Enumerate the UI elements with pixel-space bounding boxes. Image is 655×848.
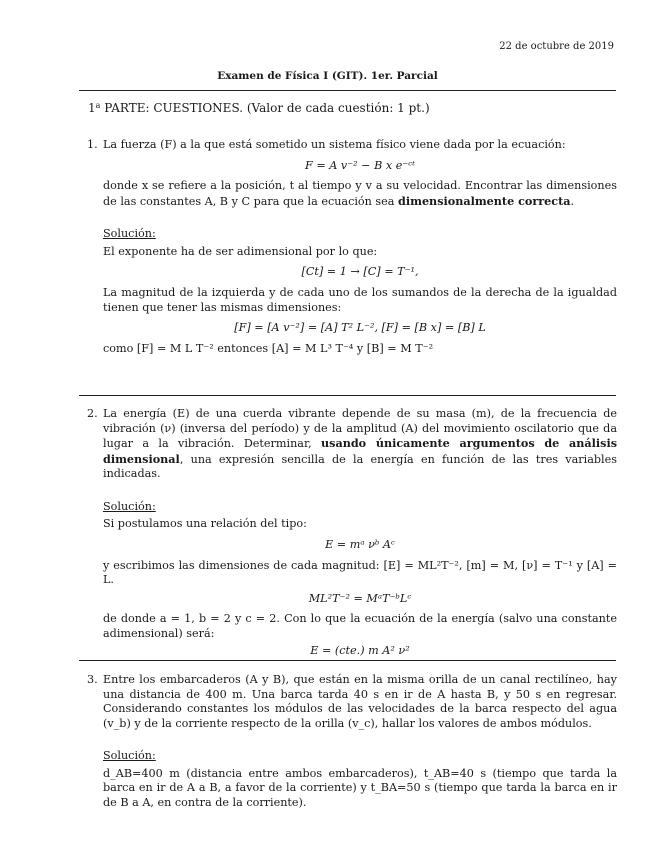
statement-text: La energía (E) de una cuerda vibrante depende de su masa (m), de la frecuencia de vibración (ν) (inversa del período) y de la amplitud (A) del movimiento oscilatorio que da lugar a la vibración. Determinar,	[103, 407, 617, 451]
question-equation: F = A v⁻² − B x e⁻ᶜᵗ	[305, 158, 415, 172]
solution-equation: E = mᵃ νᵇ Aᶜ	[325, 537, 395, 551]
solution-equation: ML²T⁻² = MᵃT⁻ᵇLᶜ	[308, 591, 412, 605]
solution-text: como [F] = M L T⁻² entonces [A] = M L³ T⁻⁴ y [B] = M T⁻²	[103, 341, 434, 355]
statement-end: , una expresión sencilla de la energía en función de las tres variables indicadas.	[103, 452, 617, 481]
part-heading	[88, 101, 430, 117]
exam-date: 22 de octubre de 2019	[499, 41, 614, 52]
part-heading-number: 1	[88, 101, 96, 115]
question-number: 2.	[87, 407, 98, 420]
question-3	[87, 673, 617, 811]
question-statement-continued	[103, 179, 617, 209]
solution-equation: E = (cte.) m A² ν²	[310, 644, 410, 658]
solution-label: Solución:	[103, 227, 156, 241]
question-number: 3.	[87, 673, 98, 686]
solution-text: La magnitud de la izquierda y de cada uno de los sumandos de la derecha de la igualdad tienen que tener las mismas dimensiones:	[103, 285, 617, 314]
question-statement: Entre los embarcaderos (A y B), que están en la misma orilla de un canal rectilíneo, hay una distancia de 400 m. Una barca tarda 40 s en ir de A hasta B, y 50 s en regresar. Considerando constantes los módulos de las velocidades de la barca respecto del agua (v_b) y de la corriente respecto de la orilla (v_c), hallar los valores de ambos módulos.	[103, 673, 617, 730]
solution-text: El exponente ha de ser adimensional por lo que:	[103, 244, 378, 258]
statement-emphasis: usando únicamente argumentos de análisis dimensional	[103, 436, 617, 466]
question-statement: La fuerza (F) a la que está sometido un sistema físico viene dada por la ecuación:	[103, 138, 566, 151]
question-divider	[79, 395, 616, 396]
question-2	[87, 407, 617, 659]
solution-text: d_AB=400 m (distancia entre ambos embarcaderos), t_AB=40 s (tiempo que tarda la barca en ir de A a B, a favor de la corriente) y t_BA=50 s (tiempo que tarda la barca en ir de B a A, en contra de la corriente).	[103, 766, 617, 809]
part-heading-ordinal: a	[95, 101, 101, 110]
question-divider	[79, 660, 616, 661]
solution-text: Si postulamos una relación del tipo:	[103, 517, 307, 531]
part-heading-text: PARTE: CUESTIONES. (Valor de cada cuestión: 1 pt.)	[100, 101, 430, 115]
title-rule	[79, 90, 616, 91]
statement-end: .	[570, 194, 575, 208]
exam-title: Examen de Física I (GIT). 1er. Parcial	[217, 70, 438, 82]
solution-label: Solución:	[103, 749, 156, 763]
solution-equation: [F] = [A v⁻²] = [A] T² L⁻², [F] = [B x] = [B] L	[234, 321, 486, 335]
question-number: 1.	[87, 138, 98, 151]
solution-text: de donde a = 1, b = 2 y c = 2. Con lo que la ecuación de la energía (salvo una constante adimensional) será:	[103, 612, 617, 640]
question-statement	[103, 407, 617, 482]
solution-equation: [Ct] = 1 → [C] = T⁻¹,	[301, 265, 419, 279]
solution-label: Solución:	[103, 499, 156, 513]
question-1	[87, 138, 617, 356]
solution-text: y escribimos las dimensiones de cada magnitud: [E] = ML²T⁻², [m] = M, [ν] = T⁻¹ y [A] = L.	[103, 558, 617, 587]
statement-emphasis: dimensionalmente correcta	[398, 193, 571, 208]
statement-text: donde x se refiere a la posición, t al tiempo y v a su velocidad. Encontrar las dimensiones de las constantes A, B y C para que la ecuación sea	[103, 179, 617, 208]
